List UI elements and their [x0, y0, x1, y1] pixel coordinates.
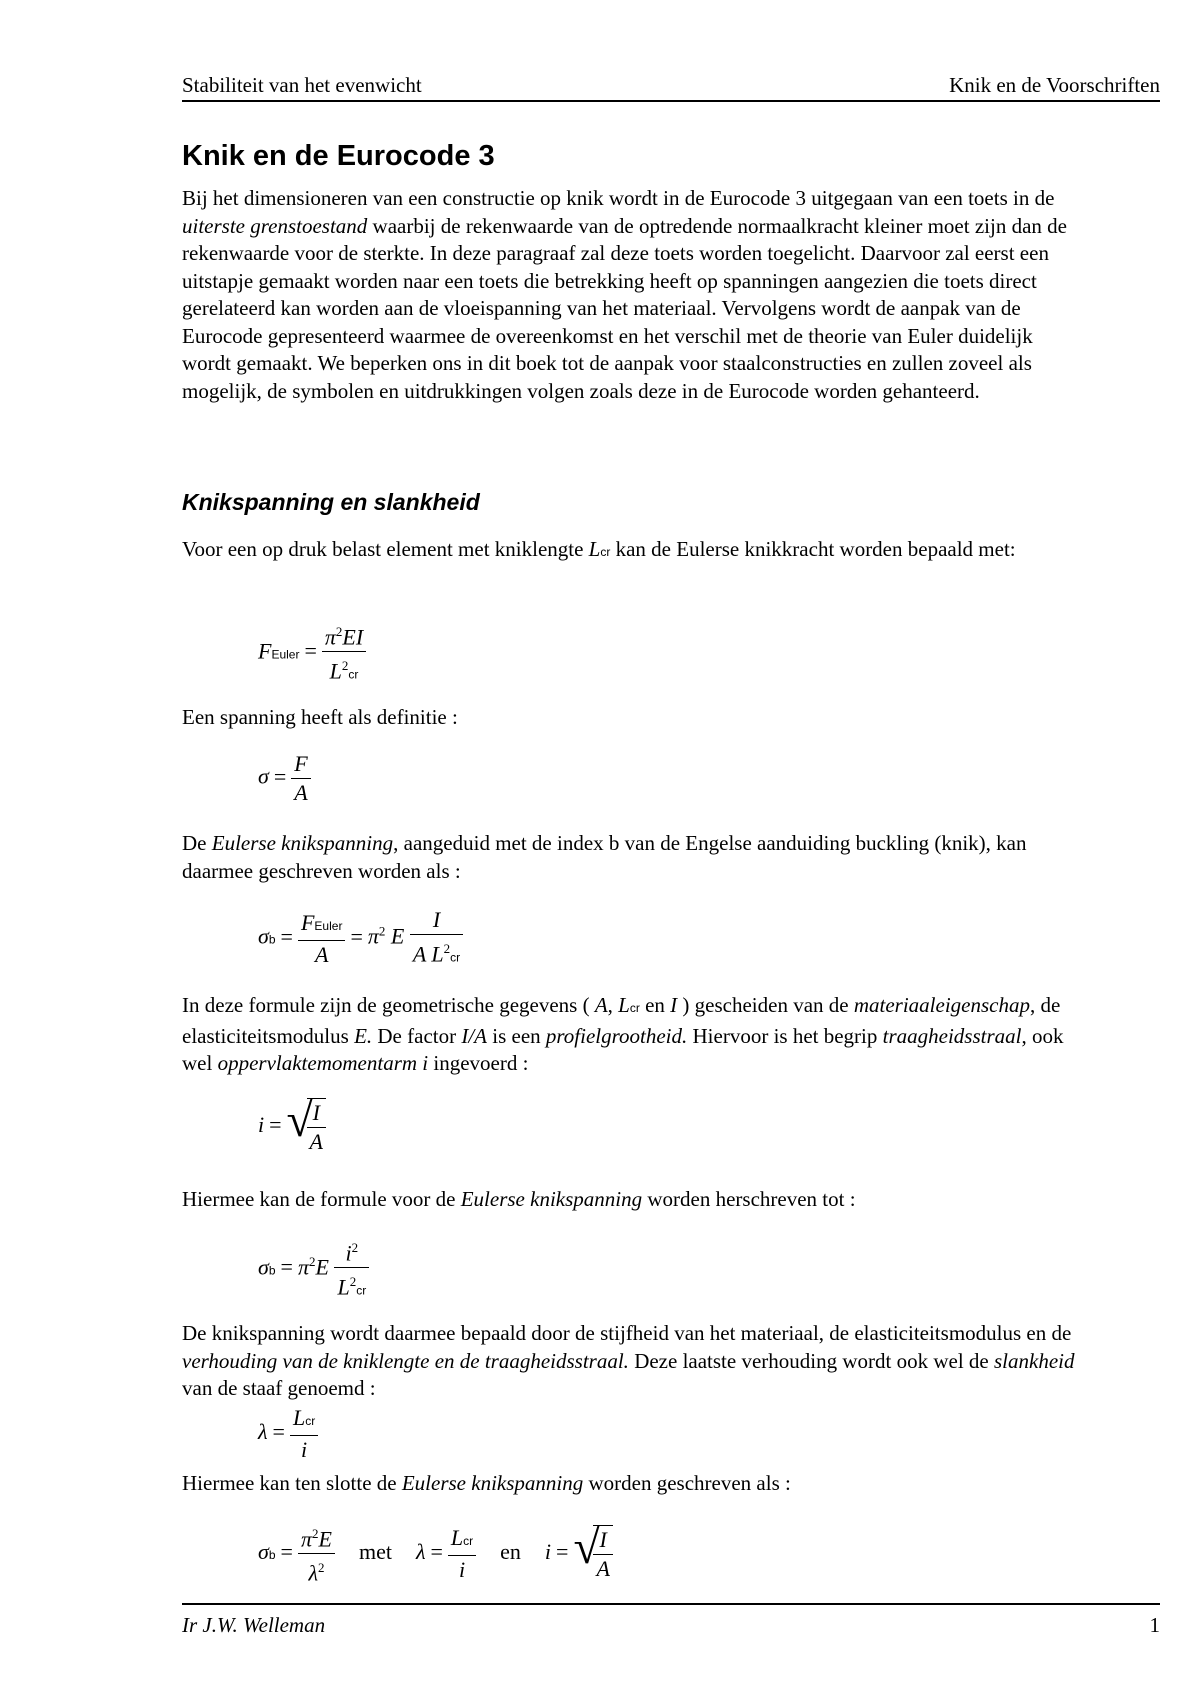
equation-final: σb = $\frac{\pi^2E}{\lambda^2}$ met λ = $\frac{\text{Lcr}}{i}$ en i = √ $\frac{I}{A}$ — [258, 1520, 613, 1588]
footer-author: Ir J.W. Welleman — [182, 1613, 326, 1637]
paragraph-spanning: Een spanning heeft als definitie : — [182, 705, 458, 729]
equation-buckling-stress: σb = $\frac{\text{FEuler}}{A}$ = $\pi^2$ E $\frac{I}{A L^2cr}$ — [258, 906, 463, 971]
running-footer — [182, 1603, 1160, 1635]
paragraph-herschreven: Hiermee kan de formule voor de Eulerse knikspanning worden herschreven tot : — [182, 1187, 856, 1211]
section-title: Knikspanning en slankheid — [182, 489, 480, 515]
header-right: Knik en de Voorschriften — [949, 73, 1160, 97]
equation-radius-of-gyration: i = √ $\frac{I}{A}$ — [258, 1098, 326, 1156]
page-title: Knik en de Eurocode 3 — [182, 140, 495, 172]
equation-stress: σ = $\frac{F}{A}$ — [258, 750, 311, 807]
equation-slenderness: λ = $\frac{\text{Lcr}}{i}$ — [258, 1404, 318, 1464]
paragraph-slankheid: De knikspanning wordt daarmee bepaald door de stijfheid van het materiaal, de elasticiteitsmodulus en de verhouding van de kniklengte en de traagheidsstraal. Deze laatste verhouding wordt ook wel de slankheid van de staaf genoemd : — [182, 1321, 1075, 1400]
paragraph-kniklengte: Voor een op druk belast element met kniklengte Lcr kan de Eulerse knikkracht worden bepaald met: — [182, 537, 1016, 561]
intro-paragraph: Bij het dimensioneren van een constructie op knik wordt in de Eurocode 3 uitgegaan van een toets in de uiterste grenstoestand waarbij de rekenwaarde van de optredende normaalkracht kleiner moet zijn dan de rekenwaarde voor de sterkte. In deze paragraaf zal deze toets worden toegelicht. Daarvoor zal eerst een uitstapje gemaakt worden naar een toets die betrekking heeft op spanningen aangezien die toets direct gerelateerd kan worden aan de vloeispanning van het materiaal. Vervolgens wordt de aanpak van de Eurocode gepresenteerd waarmee de overeenkomst en het verschil met de theorie van Euler duidelijk wordt gemaakt. We beperken ons in dit boek tot de aanpak voor staalconstructies en zullen zoveel als mogelijk, de symbolen en uitdrukkingen volgen zoals deze in de Eurocode worden gehanteerd. — [182, 186, 1067, 403]
equation-euler-force: FEuler = $\frac{\pi^2EI}{L^2cr}$ — [258, 618, 366, 689]
running-header — [182, 74, 1160, 102]
header-left: Stabiliteit van het evenwicht — [182, 73, 422, 97]
paragraph-ten-slotte: Hiermee kan ten slotte de Eulerse knikspanning worden geschreven als : — [182, 1471, 791, 1495]
paragraph-geometrische-gegevens: In deze formule zijn de geometrische gegevens ( A, Lcr en I ) gescheiden van de materiaaleigenschap, de elasticiteitsmodulus E. De factor I/A is een profielgrootheid. Hiervoor is het begrip traagheidsstraal, ook wel oppervlaktemomentarm i ingevoerd : — [182, 993, 1064, 1075]
paragraph-eulerse-knikspanning: De Eulerse knikspanning, aangeduid met de index b van de Engelse aanduiding buckling (knik), kan daarmee geschreven worden als : — [182, 831, 1027, 883]
page-number: 1 — [1149, 1613, 1160, 1637]
equation-buckling-stress-gyration: $\sigma b = \pi^2E$ $\frac{i^2}{L^2cr}$ — [258, 1234, 369, 1305]
